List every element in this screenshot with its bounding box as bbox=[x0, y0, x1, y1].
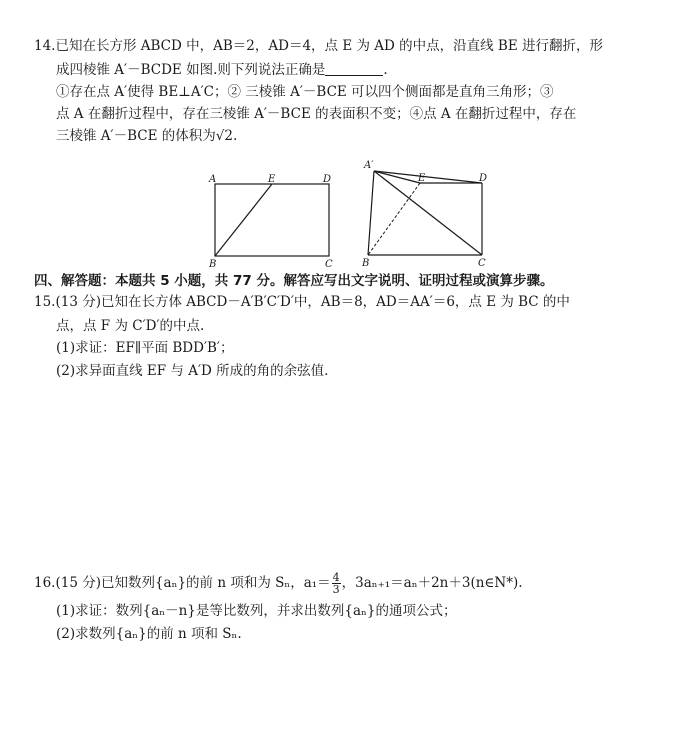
rectangle-abcd bbox=[215, 184, 329, 256]
q16-part1: (1)求证：数列{aₙ－n}是等比数列，并求出数列{aₙ}的通项公式； bbox=[56, 603, 457, 619]
q16-part2: (2)求数列{aₙ}的前 n 项和 Sₙ. bbox=[56, 626, 242, 642]
label-d: D bbox=[323, 174, 332, 185]
rectangle-figure bbox=[205, 170, 340, 270]
pyramid-figure bbox=[358, 155, 498, 270]
label-b: B bbox=[362, 258, 370, 269]
fraction-denominator: 3 bbox=[332, 583, 340, 596]
label-b: B bbox=[209, 259, 217, 270]
q14-line2-text: 成四棱锥 A′－BCDE 如图.则下列说法正确是 bbox=[56, 62, 326, 78]
q16-line1-text: 16.(15 分)已知数列{aₙ}的前 n 项和为 Sₙ，a₁＝ bbox=[34, 575, 331, 591]
q14-line2-end: . bbox=[383, 62, 388, 78]
q15-part2: (2)求异面直线 EF 与 A′D 所成的角的余弦值. bbox=[56, 363, 329, 379]
answer-blank[interactable] bbox=[325, 61, 383, 76]
label-c: C bbox=[478, 258, 486, 269]
fraction-numerator: 4 bbox=[332, 571, 340, 584]
q14-line5: 三棱锥 A′－BCE 的体积为√2. bbox=[56, 128, 238, 144]
q16-line1 bbox=[34, 572, 523, 595]
q15-line1: 15.(13 分)已知在长方体 ABCD－A′B′C′D′中，AB＝8，AD＝AA′＝6，点 E 为 BC 的中 bbox=[34, 294, 570, 310]
q15-line2: 点，点 F 为 C′D′的中点. bbox=[56, 318, 205, 334]
edge-apd bbox=[374, 171, 482, 183]
label-e: E bbox=[268, 174, 276, 185]
edge-apb bbox=[368, 171, 374, 255]
label-a-prime: A′ bbox=[364, 160, 374, 171]
section-heading: 四、解答题：本题共 5 小题，共 77 分。解答应写出文字说明、证明过程或演算步骤。 bbox=[34, 273, 554, 289]
q16-line1-rest: ，3aₙ₊₁＝aₙ＋2n＋3(n∈N*). bbox=[341, 575, 523, 591]
q14-line1: 14.已知在长方形 ABCD 中，AB＝2，AD＝4，点 E 为 AD 的中点，沿直线 BE 进行翻折，形 bbox=[34, 38, 603, 54]
label-d: D bbox=[479, 173, 488, 184]
label-c: C bbox=[325, 259, 333, 270]
edge-eb-hidden bbox=[368, 183, 420, 255]
q14-line3: ①存在点 A′使得 BE⊥A′C；② 三棱锥 A′－BCE 可以四个侧面都是直角三角形；③ bbox=[56, 84, 554, 100]
label-a: A bbox=[209, 174, 217, 185]
fraction-4-3 bbox=[332, 572, 341, 595]
q15-part1: (1)求证：EF∥平面 BDD′B′； bbox=[56, 340, 234, 356]
segment-be bbox=[215, 184, 272, 256]
edge-apc bbox=[374, 171, 482, 255]
q14-line4: 点 A 在翻折过程中，存在三棱锥 A′－BCE 的表面积不变；④点 A 在翻折过程中，存在 bbox=[56, 106, 577, 122]
label-e: E bbox=[418, 173, 426, 184]
q14-line2 bbox=[56, 60, 388, 80]
